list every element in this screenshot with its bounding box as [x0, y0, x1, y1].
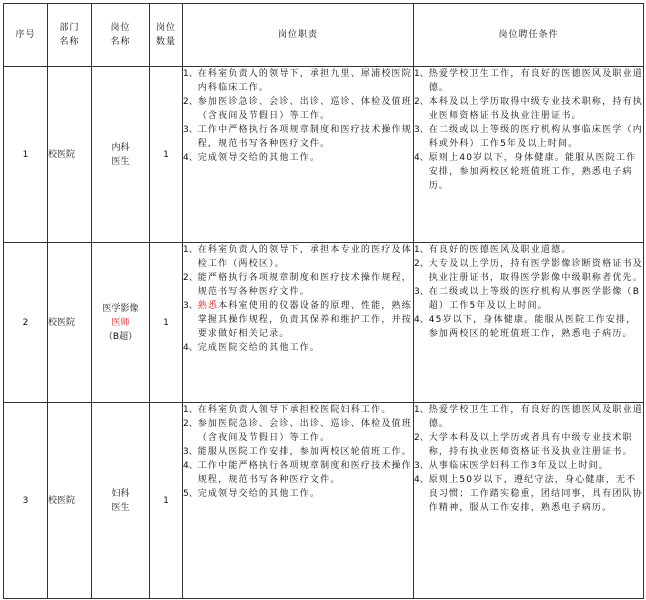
list-item: [414, 243, 643, 257]
item-number: 3、: [414, 287, 429, 297]
list-item: [414, 403, 643, 431]
row-count: 1: [150, 243, 183, 403]
list-item: [183, 487, 413, 501]
header-count-line1: 岗位: [155, 23, 176, 33]
item-number: 3、: [183, 447, 198, 457]
item-number: 2、: [414, 433, 429, 443]
item-number: 1、: [414, 405, 429, 415]
item-number: 2、: [183, 273, 198, 283]
highlight-text: 熟悉: [197, 301, 219, 311]
item-number: 3、: [183, 125, 198, 135]
item-number: 4、: [183, 343, 198, 353]
list-item: [414, 257, 643, 285]
item-number: 1、: [183, 245, 198, 255]
list-item: [183, 341, 413, 355]
row-requirements: [414, 403, 644, 599]
row-seq: 2: [4, 243, 48, 403]
item-number: 4、: [183, 153, 198, 163]
item-text: 参加医院急诊、会诊、出诊、巡诊、体检及值班（含夜间及节假日）等工作。: [197, 419, 412, 443]
row-duties: [183, 403, 414, 599]
item-text: 本科室使用的仪器设备的原理、性能，熟练掌握其操作规程，负责其保养和维护工作，并按要求做好相关记录。: [197, 301, 412, 339]
item-number: 1、: [183, 405, 198, 415]
post-line: 妇科: [111, 488, 130, 499]
list-item: [414, 123, 643, 151]
item-number: 3、: [183, 301, 198, 311]
row-dept: 校医院: [48, 67, 92, 243]
row-post: [92, 243, 150, 403]
item-text: 完成医院交给的其他工作。: [197, 343, 321, 353]
header-count-line2: 数量: [155, 37, 176, 47]
item-number: 5、: [183, 489, 198, 499]
post-line-highlight: 医师: [111, 317, 130, 328]
post-line: 医学影像: [102, 303, 139, 314]
list-item: [414, 473, 643, 515]
list-item: [183, 417, 413, 445]
header-post-line2: 名称: [110, 37, 131, 47]
item-number: 4、: [183, 461, 198, 471]
item-text: 能服从医院工作安排，参加两校区轮值班工作。: [197, 447, 412, 457]
item-number: 3、: [414, 125, 429, 135]
header-dept-line1: 部门: [59, 23, 80, 33]
list-item: [414, 67, 643, 95]
list-item: [183, 271, 413, 299]
header-count: [150, 4, 183, 67]
item-number: 2、: [414, 259, 429, 269]
item-number: 2、: [183, 419, 198, 429]
list-item: [414, 285, 643, 313]
list-item: [183, 151, 413, 165]
item-number: 2、: [414, 97, 429, 107]
table-row: [4, 67, 644, 243]
item-text: 在科室负责人的领导下，承担本专业的医疗及体检工作（两校区）。: [197, 245, 412, 269]
row-duties: [183, 243, 414, 403]
item-number: 1、: [414, 69, 429, 79]
row-dept: 校医院: [48, 403, 92, 599]
item-number: 4、: [414, 475, 429, 485]
row-post: [92, 67, 150, 243]
post-line: 内科: [111, 142, 130, 153]
list-item: [183, 403, 413, 417]
row-dept: 校医院: [48, 243, 92, 403]
header-row: [4, 4, 644, 67]
item-text: 本科及以上学历取得中级专业技术职称，持有执业医师资格证书及执业注册证书。: [428, 97, 643, 121]
item-number: 4、: [414, 153, 429, 163]
post-line: 医生: [111, 156, 130, 167]
header-post-line1: 岗位: [110, 23, 131, 33]
item-text: 45岁以下，身体健康。能服从医院工作安排，参加两校区的轮班值班工作，熟悉电子病历。: [428, 315, 637, 339]
job-table: [3, 3, 644, 599]
post-line: （B超）: [103, 331, 138, 342]
item-text: 能严格执行各项规章制度和医疗技术操作规程，规范书写各种医疗文件。: [197, 273, 412, 297]
row-count: 1: [150, 403, 183, 599]
item-text: 工作中严格执行各项规章制度和医疗技术操作规程，规范书写各种医疗文件。: [197, 125, 412, 149]
item-text: 有良好的医德医风及职业道德。: [428, 245, 572, 255]
row-seq: 3: [4, 403, 48, 599]
item-text: 大学本科及以上学历或者具有中级专业技术职称，持有执业医师资格证书及执业注册证书。: [428, 433, 633, 457]
item-text: 在二级或以上等级的医疗机构从事医学影像（B超）工作5年及以上时间。: [428, 287, 641, 311]
row-seq: 1: [4, 67, 48, 243]
list-item: [414, 313, 643, 341]
row-requirements: [414, 67, 644, 243]
item-text: 大专及以上学历，持有医学影像诊断资格证书及执业注册证书，取得医学影像中级职称者优先。: [428, 259, 643, 283]
item-text: 原则上50岁以下，遵纪守法，身心健康，无不良习惯；工作踏实稳重，团结同事，具有团队协作精神，服从工作安排，熟悉电子病历。: [428, 475, 643, 513]
list-item: [414, 151, 643, 193]
list-item: [183, 123, 413, 151]
header-post: [92, 4, 150, 67]
item-number: 2、: [183, 97, 198, 107]
list-item: [183, 445, 413, 459]
list-item: [414, 95, 643, 123]
item-text: 工作中能严格执行各项规章制度和医疗技术操作规程，规范书写各种医疗文件。: [197, 461, 412, 485]
header-duties: 岗位职责: [183, 4, 414, 67]
item-number: 4、: [414, 315, 429, 325]
item-text: 在二级或以上等级的医疗机构从事临床医学（内科或外科）工作5年及以上时间。: [428, 125, 643, 149]
item-text: 在科室负责人领导下承担校医院妇科工作。: [197, 405, 392, 415]
list-item: [183, 459, 413, 487]
header-seq: 序号: [4, 4, 48, 67]
list-item: [183, 299, 413, 341]
item-text: 完成领导交给的其他工作。: [197, 153, 321, 163]
item-text-group: [198, 299, 413, 341]
table-row: [4, 243, 644, 403]
item-text: 在科室负责人的领导下，承担九里、犀浦校医院内科临床工作。: [197, 69, 412, 93]
header-requirements: 岗位聘任条件: [414, 4, 644, 67]
row-requirements: [414, 243, 644, 403]
item-text: 参加医诊急诊、会诊、出诊、巡诊、体检及值班（含夜间及节假日）等工作。: [197, 97, 412, 121]
post-line: 医生: [111, 502, 130, 513]
header-dept: [48, 4, 92, 67]
item-number: 3、: [414, 461, 429, 471]
list-item: [414, 431, 643, 459]
item-text: 热爱学校卫生工作，有良好的医德医风及职业道德。: [428, 69, 643, 93]
row-duties: [183, 67, 414, 243]
list-item: [414, 459, 643, 473]
header-dept-line2: 名称: [59, 37, 80, 47]
item-number: 1、: [414, 245, 429, 255]
list-item: [183, 243, 413, 271]
row-post: [92, 403, 150, 599]
item-text: 热爱学校卫生工作，有良好的医德医风及职业道德。: [428, 405, 643, 429]
item-text: 原则上40岁以下，身体健康。能服从医院工作安排，参加两校区轮班值班工作，熟悉电子病历。: [428, 153, 637, 191]
item-text: 从事临床医学妇科工作3年及以上时间。: [428, 461, 610, 471]
item-number: 1、: [183, 69, 198, 79]
table-row: [4, 403, 644, 599]
row-count: 1: [150, 67, 183, 243]
list-item: [183, 67, 413, 95]
item-text: 完成领导交给的其他工作。: [197, 489, 321, 499]
list-item: [183, 95, 413, 123]
